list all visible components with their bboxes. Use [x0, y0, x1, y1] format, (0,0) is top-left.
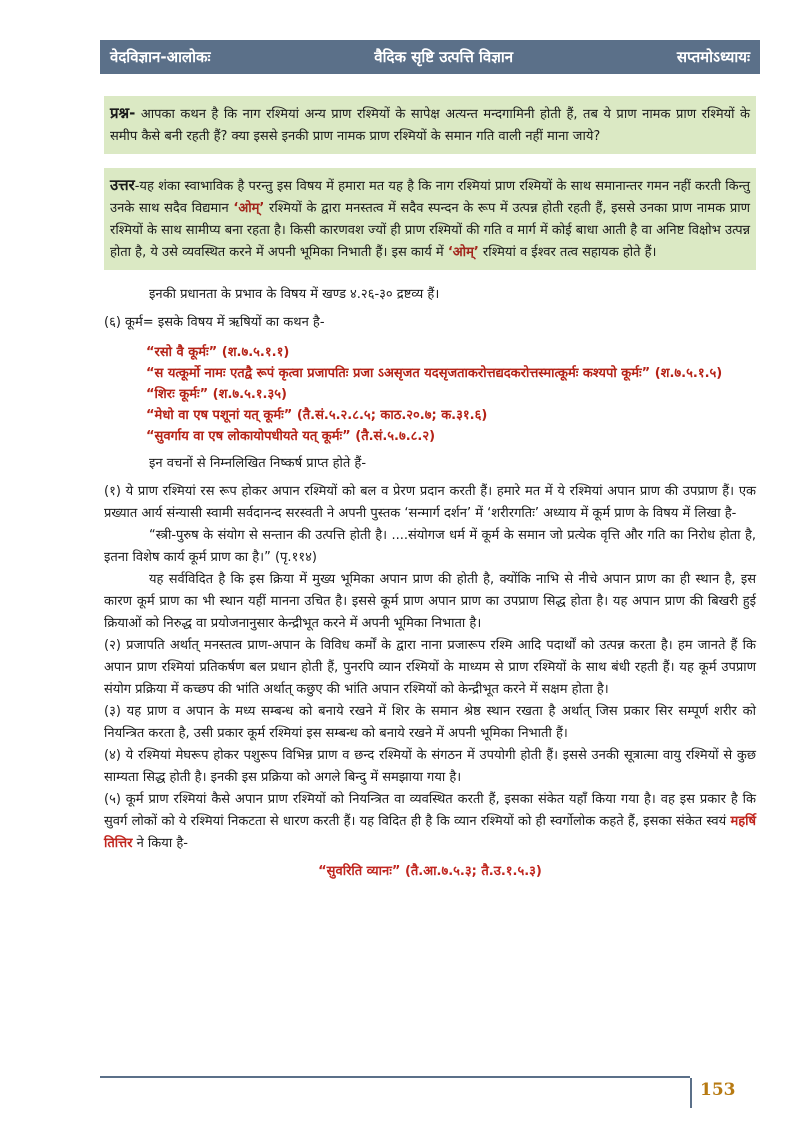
- final-quote: “सुवरिति व्यानः” (तै.आ.७.५.३; तै.उ.१.५.३): [318, 864, 542, 879]
- answer-box: [104, 168, 756, 270]
- footer-divider: [690, 1078, 692, 1108]
- point-2: (२) प्रजापति अर्थात् मनस्तत्व प्राण-अपान के विविध कर्मों के द्वारा नाना प्रजारूप रश्मि आदि पदार्थों को उत्पन्न करता है। हम जानते हैं कि अपान प्राण रश्मियां प्रतिकर्षण बल प्रधान होती हैं, पुनरपि व्यान रश्मियों के माध्यम से प्राण रश्मियों के साथ बंधी रहती हैं। यह कूर्म उपप्राण संयोग प्रक्रिया में कच्छप की भांति अर्थात् कछुए की भांति अपान रश्मियों को केन्द्रीभूत करने में सक्षम होता है।: [104, 638, 756, 697]
- quote-line: “मेधो वा एष पशूनां यत् कूर्मः” (तै.सं.५.२.८.५; काठ.२०.७; क.३१.६): [146, 408, 488, 423]
- answer-label: उत्तर: [110, 176, 135, 194]
- footer-rule: [100, 1076, 690, 1078]
- page-header: [100, 40, 760, 74]
- question-paragraph: [110, 102, 750, 148]
- page-number: 153: [700, 1080, 736, 1100]
- om-term-2: ‘ओम्’: [447, 245, 479, 260]
- question-text: आपका कथन है कि नाग रश्मियां अन्य प्राण रश्मियों के सापेक्ष अत्यन्त मन्दगामिनी होती हैं, तब ये प्राण नामक प्राण रश्मियों के समीप कैसे बनी रहती हैं? क्या इससे इनकी प्राण नामक प्राण रश्मियों के समान गति वाली नहीं माना जाये?: [110, 107, 750, 144]
- om-term-1: ‘ओम्’: [233, 201, 265, 216]
- point-1-continued: यह सर्वविदित है कि इस क्रिया में मुख्य भूमिका अपान प्राण की होती है, क्योंकि नाभि से नीचे अपान प्राण का ही स्थान है, इस कारण कूर्म प्राण का भी स्थान यहीं मानना उचित है। इससे कूर्म प्राण अपान प्राण का उपप्राण सिद्ध होता है। यह अपान प्राण की बिखरी हुई क्रियाओं को निरुद्ध वा प्रयोजनानुसार केन्द्रीभूत करने में अपनी भूमिका निभाता है।: [104, 572, 756, 631]
- pradhanta-paragraph: इनकी प्रधानता के प्रभाव के विषय में खण्ड ४.२६-३० द्रष्टव्य हैं।: [149, 287, 440, 302]
- quote-line: “शिरः कूर्मः” (श.७.५.१.३५): [146, 387, 287, 402]
- answer-paragraph: [110, 174, 750, 264]
- question-box: [104, 96, 756, 154]
- kurma-intro: (६) कूर्म= इसके विषय में ऋषियों का कथन है-: [104, 315, 325, 330]
- answer-text-1: -यह शंका स्वाभाविक है परन्तु इस विषय में हमारा मत यह है कि नाग रश्मियां प्राण रश्मियों के साथ समानान्तर गमन नहीं करती किन्तु उनके साथ सदैव विद्यमान: [110, 179, 750, 216]
- point-5-text-2: ने किया है-: [132, 836, 188, 851]
- header-center: वैदिक सृष्टि उत्पत्ति विज्ञान: [374, 48, 514, 66]
- point-4: (४) ये रश्मियां मेघरूप होकर पशुरूप विभिन्न प्राण व छन्द रश्मियों के संगठन में उपयोगी होती हैं। इससे उनकी सूत्रात्मा वायु रश्मियों से कुछ साम्यता सिद्ध होती है। इनकी इस प्रक्रिया को अगले बिन्दु में समझाया गया है।: [104, 748, 756, 785]
- quote-line: “सुवर्गाय वा एष लोकायोपधीयते यत् कूर्मः” (तै.सं.५.७.८.२): [146, 429, 436, 444]
- header-right: सप्तमोऽध्यायः: [676, 48, 750, 66]
- citation-paragraph: “स्त्री-पुरुष के संयोग से सन्तान की उत्पत्ति होती है। ....संयोगज धर्म में कूर्म के समान जो प्रत्येक वृत्ति और गति का निरोध होता है, इतना विशेष कार्य कूर्म प्राण का है।” (पृ.११४): [104, 528, 756, 565]
- conclusion-intro: इन वचनों से निम्नलिखित निष्कर्ष प्राप्त होते हैं-: [149, 456, 367, 471]
- question-label: प्रश्न-: [110, 104, 136, 122]
- point-3: (३) यह प्राण व अपान के मध्य सम्बन्ध को बनाये रखने में शिर के समान श्रेष्ठ स्थान रखता है अर्थात् जिस प्रकार सिर सम्पूर्ण शरीर को नियन्त्रित करता है, उसी प्रकार कूर्म रश्मियां इस सम्बन्ध को बनाये रखने में अपनी भूमिका निभाती हैं।: [104, 704, 756, 741]
- answer-text-2: रश्मियों के द्वारा मनस्तत्व में सदैव स्पन्दन के रूप में उत्पन्न होती रहती हैं, इससे उनका प्राण नामक प्राण रश्मियों के साथ सामीप्य बना रहता है। किसी कारणवश ज्यों ही प्राण रश्मियों की गति व मार्ग में कोई बाधा आती है वा अनिष्ट विक्षोभ उत्पन्न होता है, ये उसे व्यवस्थित करने में अपनी भूमिका निभाती हैं। इस कार्य में: [110, 201, 750, 260]
- quote-line: “स यत्कूर्मो नामः एतद्वै रूपं कृत्वा प्रजापतिः प्रजा ऽअसृजत यदसृजताकरोत्तद्यदकरोत्तस्मात्कूर्मः कश्यपो कूर्मः” (श.७.५.१.५): [146, 366, 723, 381]
- point-1: (१) ये प्राण रश्मियां रस रूप होकर अपान रश्मियों को बल व प्रेरण प्रदान करती हैं। हमारे मत में ये रश्मियां अपान प्राण की उपप्राण हैं। एक प्रख्यात आर्य संन्यासी स्वामी सर्वदानन्द सरस्वती ने अपनी पुस्तक ‘सन्मार्ग दर्शन’ में ‘शरीरगतिः’ अध्याय में कूर्म प्राण के विषय में लिखा है-: [104, 484, 756, 521]
- point-5-text-1: (५) कूर्म प्राण रश्मियां कैसे अपान प्राण रश्मियों को नियन्त्रित वा व्यवस्थित करती हैं, इसका संकेत यहाँ किया गया है। वह इस प्रकार है कि सुवर्ग लोकों को ये रश्मियां निकटता से धारण करती हैं। यह विदित ही है कि व्यान रश्मियों को ही स्वर्गोलोक कहते हैं, इसका संकेत स्वयं: [104, 792, 756, 829]
- page-content: [104, 96, 756, 883]
- answer-text-3: रश्मियां व ईश्वर तत्व सहायक होते हैं।: [478, 245, 657, 260]
- point-5: [104, 789, 756, 855]
- quote-line: “रसो वै कूर्मः” (श.७.५.१.१): [146, 345, 290, 360]
- quotes-block: [146, 342, 756, 447]
- rishi-name: महर्षि तित्तिर: [104, 814, 756, 851]
- header-left: वेदविज्ञान-आलोकः: [110, 48, 211, 66]
